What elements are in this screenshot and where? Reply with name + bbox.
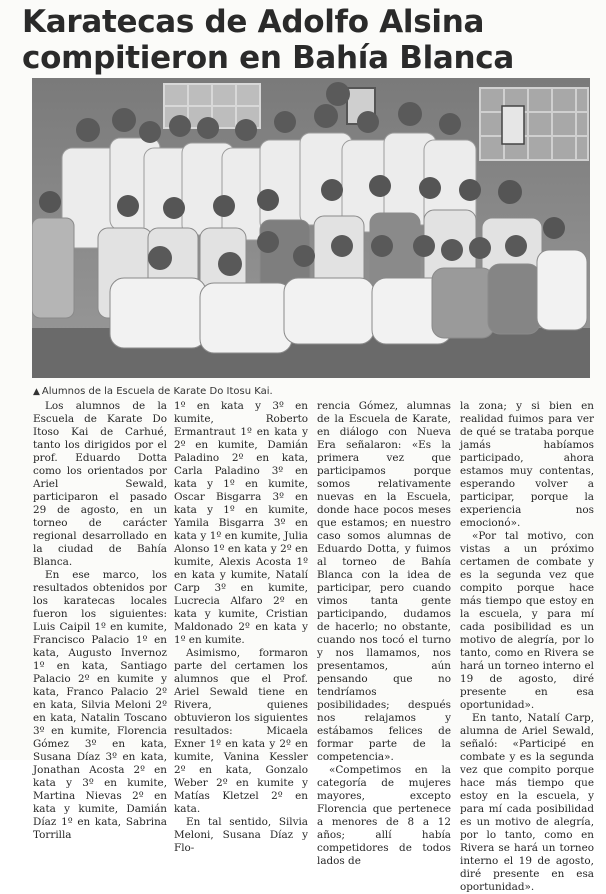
article-column-2 bbox=[174, 400, 308, 855]
paragraph: rencia Gómez, alumnas de la Escuela de Karate, en diálogo con Nueva Era señalaron: «Es la primera vez que participamos porque somos relativamente nuevas en la Escuela, donde hace pocos meses que estamos; en nuestro caso somos alumnas de Eduardo Dotta, y fuimos al torneo de Bahía Blanca con la idea de participar, pero cuando vimos tanta gente participando, dudamos de hacerlo; no obstante, cuando nos tocó el turno y nos llamamos, nos presentamos, aún pensando que no tendríamos posibilidades; después nos relajamos y estábamos felices de formar parte de la competencia». bbox=[317, 400, 451, 763]
paragraph: En ese marco, los resultados obtenidos por los karatecas locales fueron los siguientes: Luis Caipil 1º en kumite, Francisco Palacio 1º en kata, Augusto Invernoz 1º en kata, Santiago Palacio 2º en kumite y kata, Franco Palacio 2º en kata, Silvia Meloni 2º en kata, Natalin Toscano 3º en kumite, Florencia Gómez 3º en kata, Susana Díaz 3º en kata, Jonathan Acosta 2º en kata y 3º en kumite, Martina Nievas 2º en kata y kumite, Damián Díaz 1º en kata, Sabrina Torrilla bbox=[33, 569, 167, 841]
paragraph: «Por tal motivo, con vistas a un próximo certamen de combate y es la segunda vez que compito porque hace más tiempo que estoy en la escuela, y para mí cada posibilidad es un motivo de alegría, por lo tanto, como en Rivera se hará un torneo interno el 19 de agosto, diré presente en esa oportunidad». bbox=[460, 530, 594, 711]
caption-triangle-icon: ▲ bbox=[33, 387, 40, 397]
paragraph: En tanto, Natalí Carp, alumna de Ariel Sewald, señaló: «Participé en combate y es la segunda vez que compito porque hace más tiempo que estoy en la escuela, y para mí cada posibilidad es un motivo de alegría, por lo tanto, como en Rivera se hará un torneo interno el 19 de agosto, diré presente en esa oportunidad». bbox=[460, 712, 594, 893]
paragraph: Los alumnos de la Escuela de Karate Do Itoso Kai de Carhué, tanto los dirigidos por el prof. Eduardo Dotta como los orientados por Ariel Sewald, participaron el pasado 29 de agosto, en un torneo de carácter regional desarrollado en la ciudad de Bahía Blanca. bbox=[33, 400, 167, 568]
group-photo bbox=[32, 78, 590, 378]
headline-line-2: compitieron en Bahía Blanca bbox=[22, 40, 514, 76]
photo-caption bbox=[33, 386, 593, 398]
headline bbox=[22, 4, 592, 76]
caption-text: Alumnos de la Escuela de Karate Do Itosu Kai. bbox=[41, 386, 273, 397]
article-column-4 bbox=[460, 400, 594, 894]
headline-line-1: Karatecas de Adolfo Alsina bbox=[22, 4, 485, 40]
paragraph: «Competimos en la categoría de mujeres mayores, excepto Florencia que pertenece a menores de 8 a 12 años; allí había competidores de todos lados de bbox=[317, 764, 451, 867]
paragraph: Asimismo, formaron parte del certamen los alumnos que el Prof. Ariel Sewald tiene en Rivera, quienes obtuvieron los siguientes resultados: Micaela Exner 1º en kata y 2º en kumite, Vanina Kessler 2º en kata, Gonzalo Weber 2º en kumite y Matías Kletzel 2º en kata. bbox=[174, 647, 308, 815]
article-body bbox=[33, 400, 594, 893]
article-column-3 bbox=[317, 400, 451, 868]
window-right bbox=[480, 88, 588, 160]
paragraph: la zona; y si bien en realidad fuimos para ver de qué se trataba porque jamás habíamos participado, ahora estamos muy contentas, esperando volver a participar, porque la experiencia nos emocionó». bbox=[460, 400, 594, 529]
paragraph: 1º en kata y 3º en kumite, Roberto Ermantraut 1º en kata y 2º en kumite, Damián Paladino 2º en kata, Carla Paladino 3º en kata y 1º en kumite, Oscar Bisgarra 3º en kata y 1º en kumite, Yamila Bisgarra 3º en kata y 1º en kumite, Julia Alonso 1º en kata y 2º en kumite, Alexis Acosta 1º en kata y kumite, Natalí Carp 3º en kumite, Lucrecia Alfaro 2º en kata y kumite, Cristian Maldonado 2º en kata y 1º en kumite. bbox=[174, 400, 308, 646]
paragraph: En tal sentido, Silvia Meloni, Susana Díaz y Flo- bbox=[174, 816, 308, 854]
article-column-1 bbox=[33, 400, 167, 842]
poster bbox=[502, 106, 524, 144]
group-photo-illustration bbox=[32, 78, 590, 378]
